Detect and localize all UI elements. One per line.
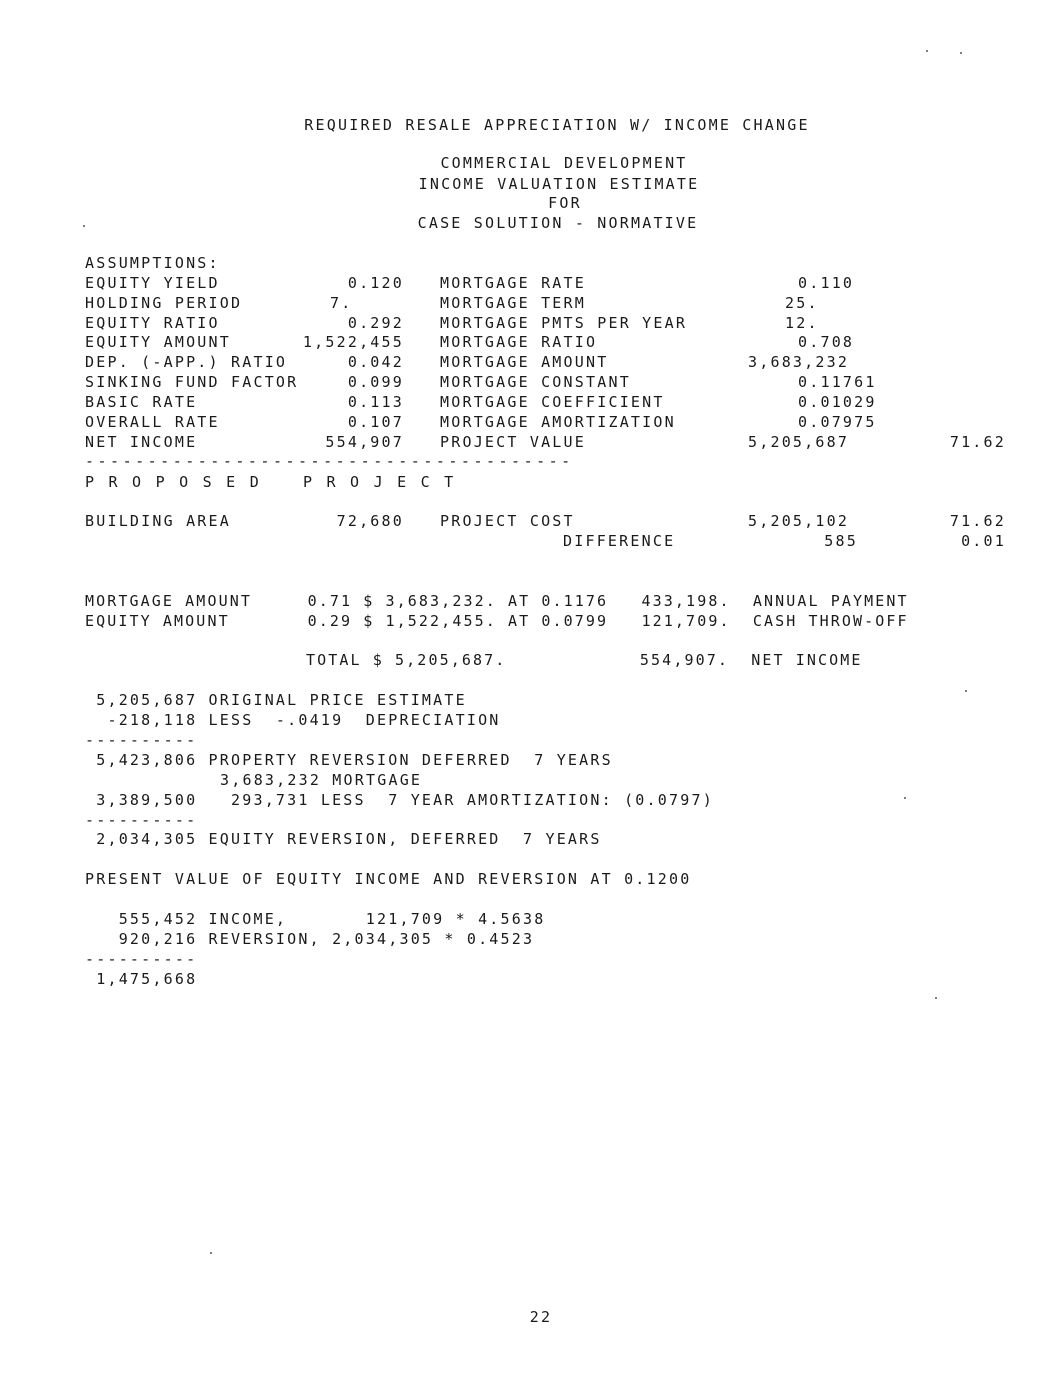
assumption-value: 0.113 [347,393,404,411]
assumption-label: NET INCOME [85,433,198,451]
rule: ---------- [85,950,198,968]
assumption-value: 0.708 [798,333,855,351]
page-number: 22 [529,1308,553,1326]
scan-speck [965,690,967,692]
scan-speck [960,52,962,54]
property-reversion-line: 5,423,806 PROPERTY REVERSION DEFERRED 7 YEARS [85,751,613,769]
mortgage-amount-line: MORTGAGE AMOUNT 0.71 $ 3,683,232. AT 0.1176 433,198. ANNUAL PAYMENT [85,592,909,610]
building-area-value: 72,680 [336,512,404,530]
difference-value: 585 [824,532,858,550]
assumption-label: OVERALL RATE [85,413,220,431]
assumption-label: SINKING FUND FACTOR [85,373,299,391]
equity-reversion-line: 2,034,305 EQUITY REVERSION, DEFERRED 7 YEARS [85,830,602,848]
income-pv-line: 555,452 INCOME, 121,709 * 4.5638 [85,910,546,928]
project-cost-label: PROJECT COST [440,512,575,530]
assumption-value: 0.120 [347,274,404,292]
present-value-heading: PRESENT VALUE OF EQUITY INCOME AND REVERSION AT 0.1200 [85,870,692,888]
difference-label: DIFFERENCE [563,532,676,550]
assumption-value: 3,683,232 [748,353,850,371]
scan-speck [926,50,928,52]
assumption-value: 0.01029 [798,393,877,411]
proposed-heading: PROPOSED [85,473,274,491]
assumption-value: 0.07975 [798,413,877,431]
divider-line: --------------------------------------- [85,452,574,470]
assumption-label: BASIC RATE [85,393,198,411]
scan-speck [904,797,906,799]
assumption-label: EQUITY AMOUNT [85,333,231,351]
assumption-value: 554,907 [325,433,404,451]
depreciation-line: -218,118 LESS -.0419 DEPRECIATION [85,711,501,729]
assumption-value: 1,522,455 [302,333,404,351]
reversion-pv-line: 920,216 REVERSION, 2,034,305 * 0.4523 [85,930,535,948]
assumption-value: 0.099 [347,373,404,391]
project-value-per-unit: 71.62 [949,433,1006,451]
assumption-label: PROJECT VALUE [440,433,586,451]
assumption-label: HOLDING PERIOD [85,294,243,312]
scan-speck [210,1252,212,1254]
assumption-value: 0.107 [347,413,404,431]
assumption-value: 0.292 [347,314,404,332]
assumptions-heading: ASSUMPTIONS: [85,254,220,272]
assumption-value: 25. [785,294,819,312]
header-line-4: CASE SOLUTION - NORMATIVE [417,214,699,232]
assumption-label: MORTGAGE TERM [440,294,586,312]
header-line-1: COMMERCIAL DEVELOPMENT [440,154,688,172]
project-cost-per-unit: 71.62 [949,512,1006,530]
building-area-label: BUILDING AREA [85,512,231,530]
report-title: REQUIRED RESALE APPRECIATION W/ INCOME CHANGE [304,116,810,134]
assumption-label: MORTGAGE COEFFICIENT [440,393,665,411]
assumption-label: MORTGAGE CONSTANT [440,373,631,391]
assumption-label: MORTGAGE RATE [440,274,586,292]
assumption-value: 12. [785,314,819,332]
assumption-label: EQUITY YIELD [85,274,220,292]
difference-per-unit: 0.01 [961,532,1006,550]
equity-amount-line: EQUITY AMOUNT 0.29 $ 1,522,455. AT 0.0799 121,709. CASH THROW-OFF [85,612,909,630]
assumption-label: MORTGAGE RATIO [440,333,598,351]
assumption-value: 0.042 [347,353,404,371]
present-value-total: 1,475,668 [85,970,198,988]
header-line-3: FOR [548,194,582,212]
assumption-label: DEP. (-APP.) RATIO [85,353,288,371]
assumption-value: 0.11761 [798,373,877,391]
rule: ---------- [85,731,198,749]
assumption-value: 0.110 [798,274,855,292]
amortization-line: 3,389,500 293,731 LESS 7 YEAR AMORTIZATION: (0.0797) [85,791,714,809]
project-heading: PROJECT [303,473,468,491]
assumption-label: MORTGAGE AMORTIZATION [440,413,676,431]
total-line: TOTAL $ 5,205,687. 554,907. NET INCOME [306,651,863,669]
assumption-value: 5,205,687 [748,433,850,451]
assumption-value: 7. [330,294,353,312]
rule: ---------- [85,811,198,829]
mortgage-balance-line: 3,683,232 MORTGAGE [220,771,423,789]
original-price-line: 5,205,687 ORIGINAL PRICE ESTIMATE [85,691,467,709]
assumption-label: MORTGAGE PMTS PER YEAR [440,314,688,332]
assumption-label: MORTGAGE AMOUNT [440,353,609,371]
project-cost-value: 5,205,102 [748,512,850,530]
assumption-label: EQUITY RATIO [85,314,220,332]
scan-speck [935,997,937,999]
scan-speck [83,225,85,227]
header-line-2: INCOME VALUATION ESTIMATE [418,175,700,193]
